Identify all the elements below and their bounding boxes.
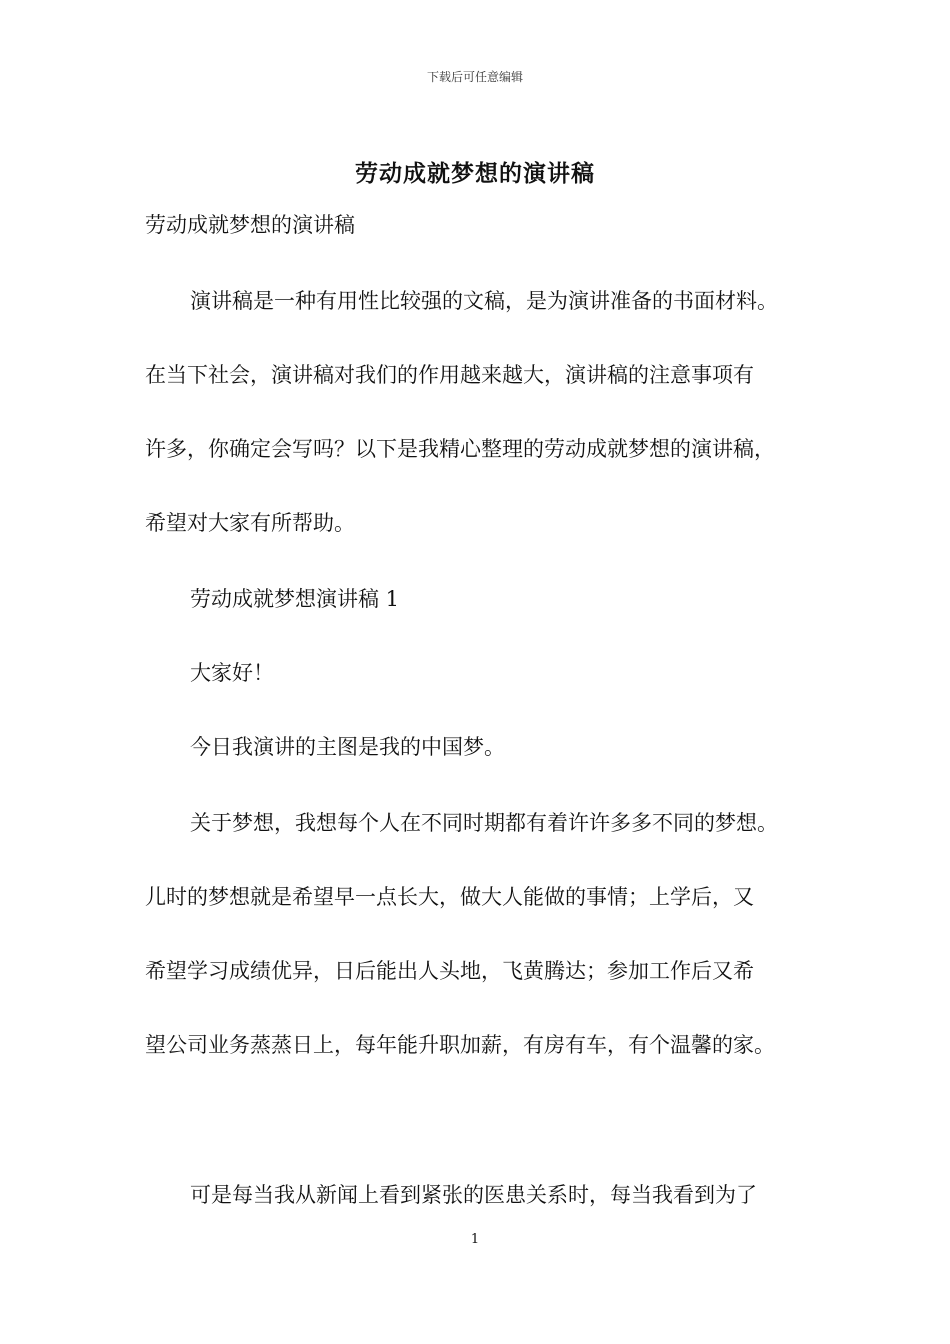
paragraph-line: 演讲稿是一种有用性比较强的文稿，是为演讲准备的书面材料。 <box>190 289 778 313</box>
paragraph-line: 希望学习成绩优异，日后能出人头地，飞黄腾达；参加工作后又希 <box>145 959 754 983</box>
paragraph-line: 儿时的梦想就是希望早一点长大，做大人能做的事情；上学后，又 <box>145 885 754 909</box>
page-number: 1 <box>470 1232 480 1247</box>
paragraph-line: 许多，你确定会写吗？以下是我精心整理的劳动成就梦想的演讲稿， <box>145 437 775 461</box>
paragraph-line: 希望对大家有所帮助。 <box>145 511 355 535</box>
paragraph-line: 关于梦想，我想每个人在不同时期都有着许许多多不同的梦想。 <box>190 811 778 835</box>
paragraph-line: 望公司业务蒸蒸日上，每年能升职加薪，有房有车，有个温馨的家。 <box>145 1033 775 1057</box>
document-title: 劳动成就梦想的演讲稿 <box>355 160 595 187</box>
paragraph-line: 在当下社会，演讲稿对我们的作用越来越大，演讲稿的注意事项有 <box>145 363 754 387</box>
subtitle-line: 劳动成就梦想的演讲稿 <box>145 213 355 237</box>
section-heading: 劳动成就梦想演讲稿 1 <box>190 587 400 611</box>
header-note: 下载后可任意编辑 <box>426 70 523 84</box>
greeting-line: 大家好！ <box>190 661 274 685</box>
paragraph-line: 可是每当我从新闻上看到紧张的医患关系时，每当我看到为了 <box>190 1183 757 1207</box>
paragraph-line: 今日我演讲的主图是我的中国梦。 <box>190 735 505 759</box>
